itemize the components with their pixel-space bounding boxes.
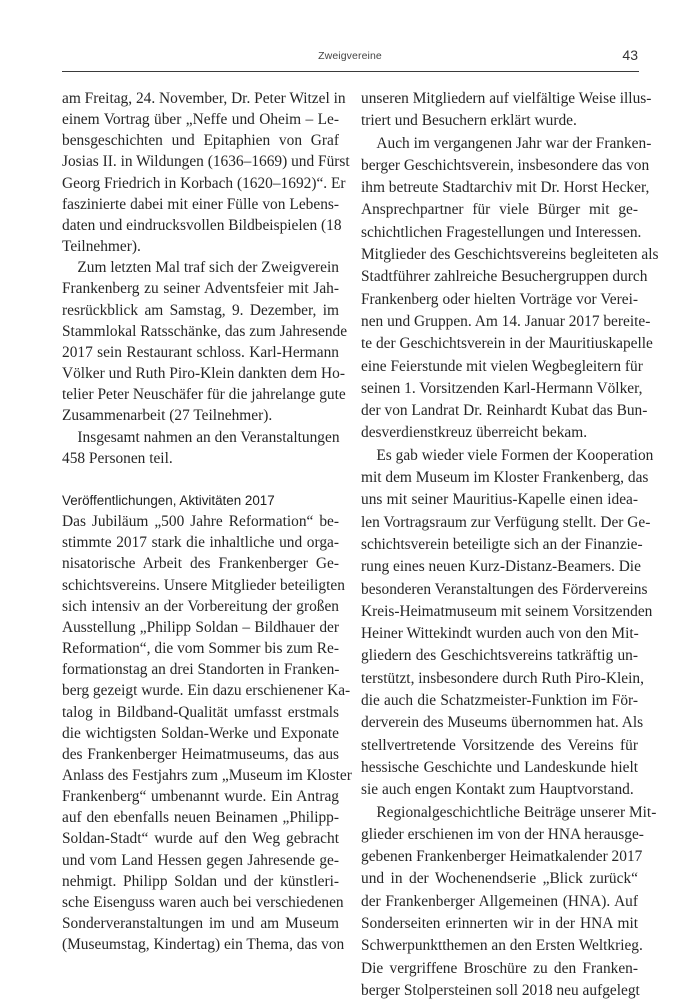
text-line: triert und Besuchern erklärt wurde.	[361, 110, 638, 132]
text-line: 458 Personen teil.	[62, 448, 339, 469]
text-line: Heiner Wittekindt wurden auch von den Mit-	[361, 623, 638, 645]
text-line: sche Eisenguss waren auch bei verschiedenen	[62, 892, 339, 913]
right-column	[361, 88, 638, 1002]
text-line: ihm betreute Stadtarchiv mit Dr. Horst Hecker,	[361, 177, 638, 199]
section-heading: Veröffentlichungen, Aktivitäten 2017	[62, 490, 339, 511]
text-line: des Frankenberger Heimatmuseums, das aus	[62, 744, 339, 765]
text-line: bensgeschichten und Epitaphien von Graf	[62, 130, 339, 151]
paragraph	[62, 88, 339, 257]
text-line: und in der Wochenendserie „Blick zurück“	[361, 868, 638, 890]
text-line: desverdienstkreuz überreicht bekam.	[361, 422, 638, 444]
text-line: die wichtigsten Soldan-Werke und Exponate	[62, 723, 339, 744]
text-line: daten und eindrucksvollen Bildbeispielen (18	[62, 215, 339, 236]
text-line: sie auch engen Kontakt zum Hauptvorstand.	[361, 779, 638, 801]
text-line: schichtsvereins. Unsere Mitglieder beteiligten	[62, 575, 339, 596]
paragraph	[62, 257, 339, 426]
text-line: berger Geschichtsverein, insbesondere das von	[361, 155, 638, 177]
text-line: am Freitag, 24. November, Dr. Peter Witzel in	[62, 88, 339, 109]
text-line: Kreis-Heimatmuseum mit seinem Vorsitzenden	[361, 601, 638, 623]
text-line: die auch die Schatzmeister-Funktion im För-	[361, 690, 638, 712]
text-line: Ansprechpartner für viele Bürger mit ge-	[361, 199, 638, 221]
text-line: auf den ebenfalls neuen Beinamen „Philipp-	[62, 807, 339, 828]
paragraph	[361, 802, 638, 1002]
text-line: uns mit seiner Mauritius-Kapelle einen idea-	[361, 489, 638, 511]
text-line: berg gezeigt wurde. Ein dazu erschienener Ka-	[62, 680, 339, 701]
text-line: mit dem Museum im Kloster Frankenberg, das	[361, 467, 638, 489]
text-line: Stammlokal Ratsschänke, das zum Jahresende	[62, 321, 339, 342]
text-line: gliedern des Geschichtsvereins tatkräftig un-	[361, 645, 638, 667]
text-line: Völker und Ruth Piro-Klein dankten dem Ho-	[62, 363, 339, 384]
paragraph	[361, 445, 638, 802]
text-line: Schwerpunktthemen an den Ersten Weltkrieg.	[361, 935, 638, 957]
text-line: derverein des Museums übernommen hat. Als	[361, 712, 638, 734]
text-line: nen und Gruppen. Am 14. Januar 2017 bereite-	[361, 311, 638, 333]
text-line: Sonderseiten erinnerten wir in der HNA mit	[361, 913, 638, 935]
text-line: Frankenberg zu seiner Adventsfeier mit Jah-	[62, 278, 339, 299]
text-line: Teilnehmer).	[62, 236, 339, 257]
text-line: unseren Mitgliedern auf vielfältige Weise illus-	[361, 88, 638, 110]
running-head	[62, 46, 638, 66]
text-line: 2017 sein Restaurant schloss. Karl-Hermann	[62, 342, 339, 363]
section-spacer	[62, 469, 339, 490]
text-line: schichtlichen Fragestellungen und Interessen.	[361, 222, 638, 244]
text-line: Zum letzten Mal traf sich der Zweigverein	[62, 257, 339, 278]
text-line: stimmte 2017 stark die inhaltliche und orga-	[62, 532, 339, 553]
text-line: rung eines neuen Kurz-Distanz-Beamers. Die	[361, 556, 638, 578]
text-line: formationstag an drei Standorten in Franken-	[62, 659, 339, 680]
text-line: terstützt, insbesondere durch Ruth Piro-Klein,	[361, 668, 638, 690]
text-line: der von Landrat Dr. Reinhardt Kubat das Bun-	[361, 400, 638, 422]
text-line: Zusammenarbeit (27 Teilnehmer).	[62, 405, 339, 426]
text-line: glieder erschienen im von der HNA herausge-	[361, 824, 638, 846]
text-line: eine Feierstunde mit vielen Wegbegleitern für	[361, 356, 638, 378]
text-line: te der Geschichtsverein in der Mauritiuskapelle	[361, 333, 638, 355]
text-line: nisatorische Arbeit des Frankenberger Ge-	[62, 553, 339, 574]
text-line: hessische Geschichte und Landeskunde hielt	[361, 757, 638, 779]
text-line: gebenen Frankenberger Heimatkalender 2017	[361, 846, 638, 868]
text-line: Ausstellung „Philipp Soldan – Bildhauer der	[62, 617, 339, 638]
paragraph	[62, 511, 339, 955]
text-line: Regionalgeschichtliche Beiträge unserer Mit-	[361, 802, 638, 824]
text-line: einem Vortrag über „Neffe und Oheim – Le-	[62, 109, 339, 130]
left-column	[62, 88, 339, 955]
text-line: schichtsverein beteiligte sich an der Finanzie-	[361, 534, 638, 556]
text-line: Reformation“, die vom Sommer bis zum Re-	[62, 638, 339, 659]
text-line: seinen 1. Vorsitzenden Karl-Hermann Völker,	[361, 378, 638, 400]
text-line: talog in Bildband-Qualität umfasst erstmals	[62, 702, 339, 723]
text-line: Auch im vergangenen Jahr war der Franken-	[361, 133, 638, 155]
text-line: (Museumstag, Kindertag) ein Thema, das von	[62, 934, 339, 955]
text-line: Frankenberg oder hielten Vorträge vor Verei-	[361, 289, 638, 311]
text-line: berger Stolpersteinen soll 2018 neu aufgelegt	[361, 980, 638, 1002]
text-line: Georg Friedrich in Korbach (1620–1692)“. Er	[62, 173, 339, 194]
text-line: und vom Land Hessen gegen Jahresende ge-	[62, 850, 339, 871]
running-title: Zweigvereine	[62, 50, 638, 62]
text-line: Das Jubiläum „500 Jahre Reformation“ be-	[62, 511, 339, 532]
text-line: Anlass des Festjahrs zum „Museum im Kloster	[62, 765, 339, 786]
text-line: Mitglieder des Geschichtsvereins begleiteten als	[361, 244, 638, 266]
page-number: 43	[622, 47, 638, 63]
header-rule	[62, 71, 639, 72]
text-line: Stadtführer zahlreiche Besuchergruppen durch	[361, 266, 638, 288]
text-line: Insgesamt nahmen an den Veranstaltungen	[62, 427, 339, 448]
text-line: stellvertretende Vorsitzende des Vereins für	[361, 735, 638, 757]
text-line: Es gab wieder viele Formen der Kooperation	[361, 445, 638, 467]
text-line: besonderen Veranstaltungen des Fördervereins	[361, 579, 638, 601]
paragraph	[62, 427, 339, 469]
text-line: Josias II. in Wildungen (1636–1669) und Fürst	[62, 151, 339, 172]
text-line: resrückblick am Samstag, 9. Dezember, im	[62, 300, 339, 321]
paragraph	[361, 88, 638, 133]
paragraph	[361, 133, 638, 445]
text-line: Frankenberg“ umbenannt wurde. Ein Antrag	[62, 786, 339, 807]
text-line: faszinierte dabei mit einer Fülle von Lebens-	[62, 194, 339, 215]
text-line: len Vortragsraum zur Verfügung stellt. Der Ge-	[361, 512, 638, 534]
text-line: der Frankenberger Allgemeinen (HNA). Auf	[361, 891, 638, 913]
text-line: telier Peter Neuschäfer für die jahrelange gute	[62, 384, 339, 405]
text-line: nehmigt. Philipp Soldan und der künstleri-	[62, 871, 339, 892]
text-line: Sonderveranstaltungen im und am Museum	[62, 913, 339, 934]
text-line: Soldan-Stadt“ wurde auf den Weg gebracht	[62, 828, 339, 849]
text-line: sich intensiv an der Vorbereitung der großen	[62, 596, 339, 617]
text-line: Die vergriffene Broschüre zu den Franken-	[361, 958, 638, 980]
